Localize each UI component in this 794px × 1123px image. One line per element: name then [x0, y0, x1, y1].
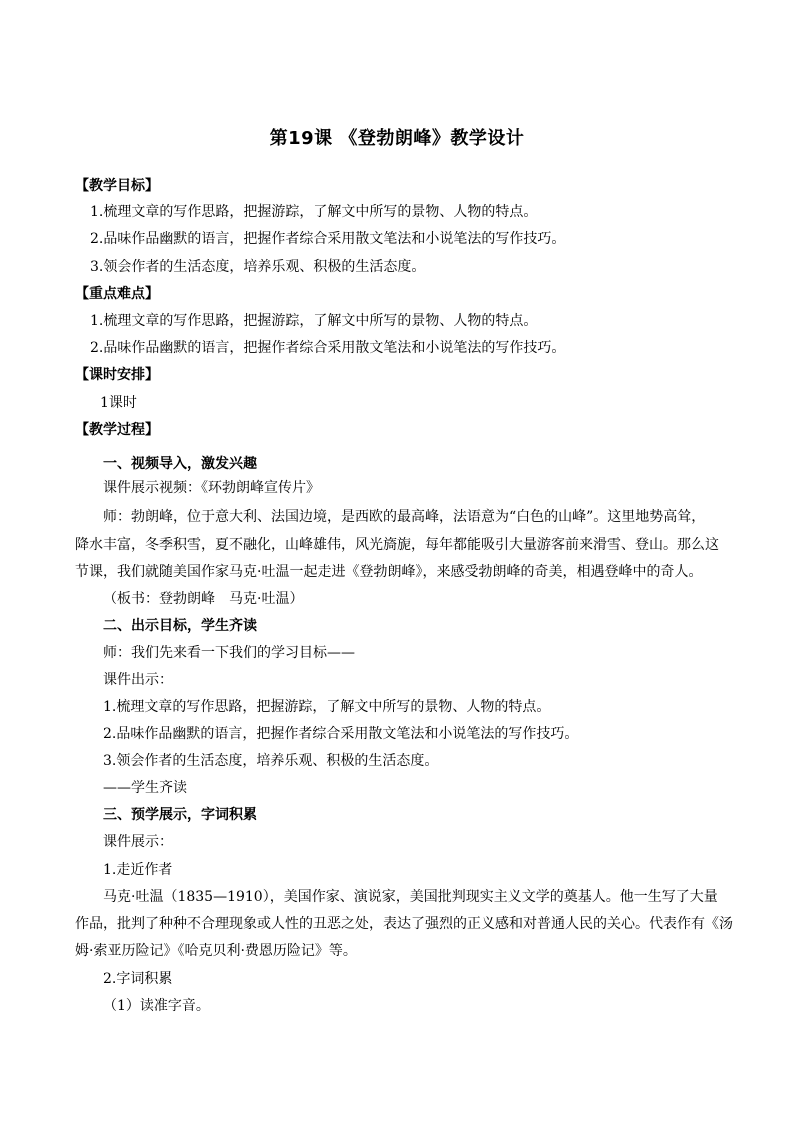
schedule-text: 1课时 — [100, 395, 137, 411]
section-heading-objectives: 【教学目标】 — [75, 178, 159, 194]
goal-item: 2.品味作品幽默的语言，把握作者综合采用散文笔法和小说笔法的写作技巧。 — [103, 726, 579, 742]
intro-paragraph-line: 节课，我们就随美国作家马克·吐温一起走进《登勃朗峰》，来感受勃朗峰的奇美，相遇登峰中的奇人。 — [75, 564, 703, 580]
intro-paragraph-line: 降水丰富，冬季积雪，夏不融化，山峰雄伟，风光旖旎，每年都能吸引大量游客前来滑雪、登山。那么这 — [75, 537, 719, 553]
video-text: 课件展示视频：《环勃朗峰宣传片》 — [103, 480, 320, 496]
objective-item: 3.领会作者的生活态度，培养乐观、积极的生活态度。 — [90, 259, 426, 275]
student-read: ——学生齐读 — [103, 780, 187, 796]
words-step: （1）读准字音。 — [103, 998, 210, 1014]
section-heading-schedule: 【课时安排】 — [75, 367, 159, 383]
author-paragraph-line: 作品，批判了种种不合理现象或人性的丑恶之处，表达了强烈的正义感和对普通人民的关心。代表作有《汤 — [75, 916, 733, 932]
subheading-words: 2.字词积累 — [103, 971, 173, 987]
teacher-line: 师：我们先来看一下我们的学习目标—— — [103, 645, 355, 661]
goal-item: 3.领会作者的生活态度，培养乐观、积极的生活态度。 — [103, 753, 439, 769]
key-point-item: 1.梳理文章的写作思路，把握游踪，了解文中所写的景物、人物的特点。 — [90, 313, 538, 329]
goal-item: 1.梳理文章的写作思路，把握游踪，了解文中所写的景物、人物的特点。 — [103, 699, 551, 715]
process-step-title: 二、出示目标，学生齐读 — [103, 618, 257, 634]
subheading-author: 1.走近作者 — [103, 862, 173, 878]
key-point-item: 2.品味作品幽默的语言，把握作者综合采用散文笔法和小说笔法的写作技巧。 — [90, 340, 566, 356]
courseware-show: 课件出示： — [103, 672, 173, 688]
process-step-title: 一、视频导入，激发兴趣 — [103, 456, 257, 472]
section-heading-process: 【教学过程】 — [75, 422, 159, 438]
author-paragraph-line: 马克·吐温（1835—1910），美国作家、演说家，美国批判现实主义文学的奠基人。他一生写了大量 — [103, 889, 718, 905]
author-paragraph-line: 姆·索亚历险记》《哈克贝利·费恩历险记》等。 — [75, 943, 357, 959]
objective-item: 1.梳理文章的写作思路，把握游踪，了解文中所写的景物、人物的特点。 — [90, 204, 538, 220]
courseware-show: 课件展示： — [103, 834, 173, 850]
process-step-title: 三、预学展示，字词积累 — [103, 807, 257, 823]
page-title: 第19课 《登勃朗峰》教学设计 — [269, 128, 525, 149]
section-heading-key-points: 【重点难点】 — [75, 286, 159, 302]
intro-paragraph-line: 师：勃朗峰，位于意大利、法国边境，是西欧的最高峰，法语意为“白色的山峰”。这里地势高耸， — [103, 509, 706, 525]
objective-item: 2.品味作品幽默的语言，把握作者综合采用散文笔法和小说笔法的写作技巧。 — [90, 231, 566, 247]
board-note: （板书：登勃朗峰 马克·吐温） — [103, 591, 304, 607]
